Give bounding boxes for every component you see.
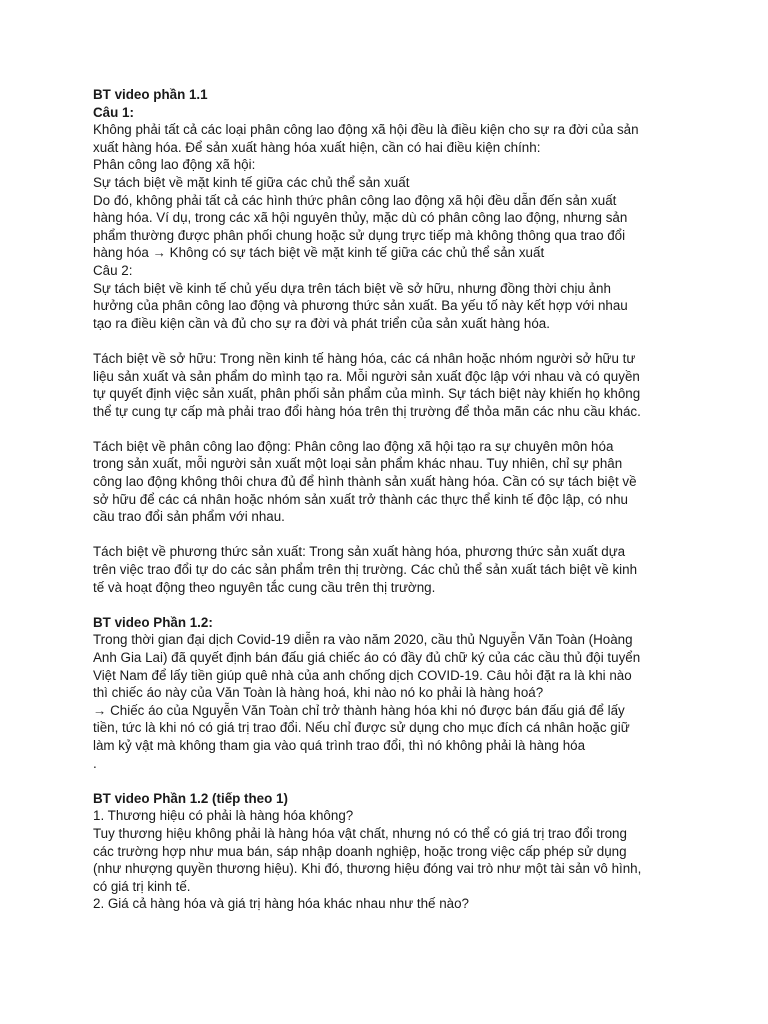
text-line: Phân công lao động xã hội: xyxy=(93,157,256,173)
text-line: Câu 2: xyxy=(93,262,133,278)
blank-line xyxy=(93,332,688,350)
text-line: 2. Giá cả hàng hóa và giá trị hàng hóa khác nhau như thế nào? xyxy=(93,896,469,912)
text-line: sở hữu để các cá nhân hoặc nhóm sản xuất trở thành các thực thể kinh tế độc lập, có nhu xyxy=(93,491,628,507)
text-line: thể tự cung tự cấp mà phải trao đổi hàng hóa trên thị trường để thỏa mãn các nhu cầu khác. xyxy=(93,403,641,419)
section-heading: BT video phần 1.1 xyxy=(93,87,208,102)
blank-line xyxy=(93,596,688,614)
section-heading: Câu 1: xyxy=(93,104,134,120)
text-line: hàng hóa → Không có sự tách biệt về mặt kinh tế giữa các chủ thể sản xuất xyxy=(93,245,545,261)
text-line: trong sản xuất, mỗi người sản xuất một loại sản phẩm khác nhau. Tuy nhiên, chỉ sự phân xyxy=(93,456,623,472)
text-line: 1. Thương hiệu có phải là hàng hóa không? xyxy=(93,808,354,824)
text-line: phẩm thường được phân phối chung hoặc sử dụng trực tiếp mà không thông qua trao đổi xyxy=(93,227,626,243)
text-line: trên việc trao đổi tự do các sản phẩm trên thị trường. Các chủ thể sản xuất tách biệt về kinh xyxy=(93,562,638,578)
text-line: Tách biệt về phương thức sản xuất: Trong sản xuất hàng hóa, phương thức sản xuất dựa xyxy=(93,544,626,560)
text-line: tạo ra điều kiện cần và đủ cho sự ra đời và phát triển của sản xuất hàng hóa. xyxy=(93,315,550,331)
text-line: Tách biệt về phân công lao động: Phân công lao động xã hội tạo ra sự chuyên môn hóa xyxy=(93,438,614,454)
text-line: liệu sản xuất và sản phẩm do mình tạo ra. Mỗi người sản xuất độc lập với nhau và có quyền xyxy=(93,368,640,384)
text-line: Sự tách biệt về mặt kinh tế giữa các chủ thể sản xuất xyxy=(93,174,410,190)
text-line: → Chiếc áo của Nguyễn Văn Toàn chỉ trở thành hàng hóa khi nó được bán đấu giá để lấy xyxy=(93,702,625,718)
text-line: thì chiếc áo này của Văn Toàn là hàng hoá, khi nào nó ko phải là hàng hoá? xyxy=(93,685,544,701)
text-line: . xyxy=(93,755,97,771)
text-line: Do đó, không phải tất cả các hình thức phân công lao động xã hội đều dẫn đến sản xuất xyxy=(93,192,617,208)
text-line: Việt Nam để lấy tiền giúp quê nhà của anh chống dịch COVID-19. Câu hỏi đặt ra là khi nào xyxy=(93,667,632,683)
text-line: tế và hoạt động theo nguyên tắc cung cầu trên thị trường. xyxy=(93,579,436,595)
text-line: xuất hàng hóa. Để sản xuất hàng hóa xuất hiện, cần có hai điều kiện chính: xyxy=(93,139,541,155)
text-line: Tuy thương hiệu không phải là hàng hóa vật chất, nhưng nó có thể có giá trị trao đổi trong xyxy=(93,825,627,841)
blank-line xyxy=(93,526,688,544)
text-line: các trường hợp như mua bán, sáp nhập doanh nghiệp, hoặc trong việc cấp phép sử dụng xyxy=(93,843,627,859)
text-line: (như nhượng quyền thương hiệu). Khi đó, thương hiệu đóng vai trò như một tài sản vô hình, xyxy=(93,861,642,877)
text-line: công lao động không thôi chưa đủ để hình thành sản xuất hàng hóa. Cần có sự tách biệt về xyxy=(93,474,637,490)
text-line: tự quyết định việc sản xuất, phân phối sản phẩm của mình. Sự tách biệt này khiến họ không xyxy=(93,386,641,402)
text-line: hàng hóa. Ví dụ, trong các xã hội nguyên thủy, mặc dù có phân công lao động, nhưng sản xyxy=(93,210,628,226)
text-line: Tách biệt về sở hữu: Trong nền kinh tế hàng hóa, các cá nhân hoặc nhóm người sở hữu tư xyxy=(93,350,636,366)
section-heading: BT video Phần 1.2: xyxy=(93,614,213,630)
text-line: hưởng của phân công lao động và phương thức sản xuất. Ba yếu tố này kết hợp với nhau xyxy=(93,298,628,314)
blank-line xyxy=(93,772,688,790)
text-line: tiền, tức là khi nó có giá trị trao đổi. Nếu chỉ được sử dụng cho mục đích cá nhân hoặc giữ xyxy=(93,720,630,736)
text-line: Trong thời gian đại dịch Covid-19 diễn ra vào năm 2020, cầu thủ Nguyễn Văn Toàn (Hoàng xyxy=(93,632,633,648)
section-heading: BT video Phần 1.2 (tiếp theo 1) xyxy=(93,790,288,806)
text-line: Sự tách biệt về kinh tế chủ yếu dựa trên tách biệt về sở hữu, nhưng đồng thời chịu ảnh xyxy=(93,280,611,296)
text-line: Không phải tất cả các loại phân công lao động xã hội đều là điều kiện cho sự ra đời của sản xyxy=(93,122,639,138)
text-line: Anh Gia Lai) đã quyết định bán đấu giá chiếc áo có đầy đủ chữ ký của các cầu thủ đội tuyển xyxy=(93,650,641,665)
text-line: có giá trị kinh tế. xyxy=(93,878,191,894)
text-line: cầu trao đổi sản phẩm với nhau. xyxy=(93,509,285,525)
blank-line xyxy=(93,420,688,438)
text-line: làm kỷ vật mà không tham gia vào quá trình trao đổi, thì nó không phải là hàng hóa xyxy=(93,737,586,753)
